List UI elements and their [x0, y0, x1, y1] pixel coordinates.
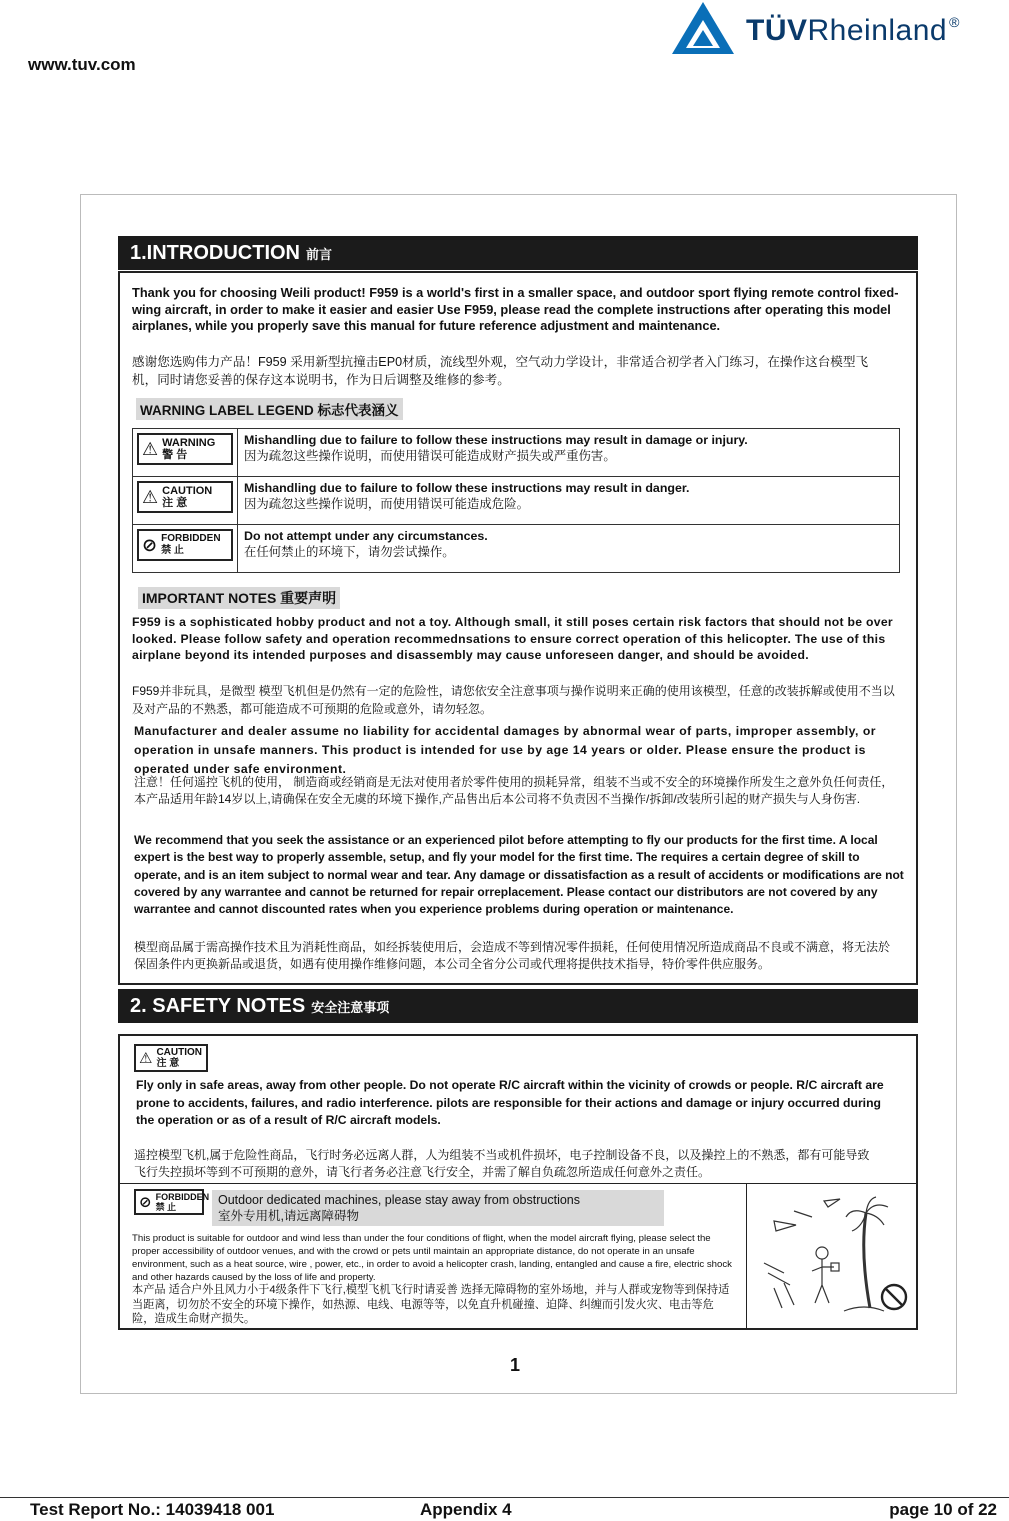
intro-heading-en: 1.INTRODUCTION — [130, 242, 300, 264]
outdoor-title-en: Outdoor dedicated machines, please stay away from obstructions — [218, 1193, 580, 1207]
outdoor-vertical-divider — [746, 1183, 747, 1328]
caution-sign — [137, 481, 233, 513]
safety-caution-en: CAUTION — [156, 1047, 203, 1058]
caution-desc-en: Mishandling due to failure to follow these instructions may result in danger. — [244, 481, 690, 495]
forbidden-desc-cell — [238, 525, 900, 573]
caution-desc-cell — [238, 477, 900, 525]
safety-heading-cn: 安全注意事项 — [311, 1000, 390, 1015]
footer-page: page 10 of 22 — [889, 1500, 997, 1519]
legend-tag: WARNING LABEL LEGEND 标志代表涵义 — [136, 398, 403, 420]
forbidden-sign — [137, 529, 233, 561]
outdoor-section — [132, 1183, 918, 1328]
notes-paragraph-3: Manufacturer and dealer assume no liability for accidental damages by abnormal wear of parts, improper assembly, or operation in unsafe manners. This product is intended for use by age 14 years or older. Please ensure the product is operated under safe environment. — [134, 724, 877, 776]
forbidden-sign-cell — [133, 525, 238, 573]
notes-paragraph-4: 注意！任何遥控飞机的使用， 制造商或经销商是无法对使用者於零件使用的损耗异常，组装不当或不安全的环境操作所发生之意外负任何责任，本产品适用年龄14岁以上,请确保在安全无虞的环境下操作,产品售出后本公司将不负责因不当操作/拆卸/改装所引起的财产损失与人身伤害. — [134, 775, 894, 806]
forbidden-sign-cn: 禁 止 — [161, 545, 184, 556]
notes-paragraph-6: 模型商品属于需高操作技术且为消耗性商品，如经拆装使用后，会造成不等到情况零件损耗，任何使用情况所造成商品不良或不满意，将无法於保固条件内更换新品或退货，如遇有使用操作维修问题，本公司全省分公司或代理将提供技术指导，特价零件供应服务。 — [134, 940, 891, 971]
outdoor-forbidden-en: FORBIDDEN — [155, 1192, 210, 1202]
notes-paragraph-5: We recommend that you seek the assistance or an experienced pilot before attempting to fly our products for the first time. A local expert is the best way to properly assemble, setup, and fly your model for the first time. The requires a certain degree of skill to operate, and is an item subject to normal wear and tear. Any damage or dissatisfaction as a result of accidents or modifications are not covered by any warrantee and cannot be returned for repair orreplacement. Please contact our distributors are not covered by any warrantee and cannot discounted rates when you experience problems during operation or maintenance. — [134, 833, 904, 917]
tuv-logo — [668, 0, 988, 58]
intro-text-en: Thank you for choosing Weili product! F959 is a world's first in a smaller space, and outdoor sport flying remote control fixed-wing aircraft, in order to make it easier and easier Use F959, please read the complete instructions after operating this model airplanes, while you properly save this manual for future reference adjustment and maintenance. — [132, 285, 899, 333]
outdoor-title-cn: 室外专用机,请远离障碍物 — [218, 1209, 359, 1223]
site-url[interactable]: www.tuv.com — [28, 55, 136, 74]
outdoor-callout — [212, 1190, 664, 1226]
footer-rule — [0, 1497, 1009, 1498]
intro-heading — [118, 236, 918, 270]
notes-paragraph-2: F959并非玩具，是微型 模型飞机但是仍然有一定的危险性，请您依安全注意事项与操作说明来正确的使用该模型，任意的改装拆解或使用不当以及对产品的不熟悉，都可能造成不可预期的危险或意外，请勿轻忽。 — [132, 684, 895, 716]
notes-paragraph-1: F959 is a sophisticated hobby product and not a toy. Although small, it still poses certain risk factors that should not be over looked. Please follow safety and operation recommednsations to ensure correct operation of this helicopter. The use of this airplane beyond its intended purposes and disassembly may cause unforeseen danger, and should be avoided. — [132, 615, 893, 662]
caution-sign-cn: 注 意 — [162, 497, 188, 509]
forbidden-desc-en: Do not attempt under any circumstances. — [244, 529, 488, 543]
important-notes-tag: IMPORTANT NOTES 重要声明 — [138, 587, 340, 609]
caution-icon: ⚠ — [142, 487, 159, 507]
warning-sign — [137, 433, 233, 465]
caution-sign-en: CAUTION — [162, 485, 213, 497]
warning-desc-en: Mishandling due to failure to follow these instructions may result in damage or injury. — [244, 433, 748, 447]
outdoor-divider — [118, 1183, 916, 1184]
caution-icon: ⚠ — [139, 1050, 153, 1067]
forbidden-desc-cn: 在任何禁止的环境下，请勿尝试操作。 — [244, 545, 455, 559]
no-flying-icon — [880, 1283, 908, 1311]
warning-sign-cell — [133, 429, 238, 477]
safety-heading-en: 2. SAFETY NOTES — [130, 995, 306, 1017]
intro-heading-cn: 前言 — [306, 247, 333, 262]
caution-desc-cn: 因为疏忽这些操作说明，而使用错误可能造成危险。 — [244, 497, 529, 511]
warning-label-table — [132, 428, 900, 573]
safety-caution-sign — [134, 1044, 208, 1072]
intro-text-cn: 感谢您选购伟力产品！F959 采用新型抗撞击EP0材质，流线型外观，空气动力学设计，非常适合初学者入门练习，在操作这台模型飞机，同时请您妥善的保存这本说明书，作为日后调整及维修的参考。 — [132, 355, 869, 387]
warning-sign-cn: 警 告 — [162, 449, 188, 461]
footer-report-number: Test Report No.: 14039418 001 — [30, 1500, 275, 1519]
brand-suffix: Rheinland — [807, 14, 948, 47]
outdoor-forbidden-cn: 禁 止 — [155, 1202, 177, 1212]
safety-text-en: Fly only in safe areas, away from other people. Do not operate R/C aircraft within the vicinity of crowds or people. R/C aircraft are prone to accidents, failures, and radio interference. pilots are responsible for their actions and damage or injury occurred during the operation or as of a result of R/C aircraft models. — [136, 1078, 884, 1127]
warning-icon: ⚠ — [142, 439, 159, 459]
brand-name — [746, 14, 960, 48]
safety-caution-cn: 注 意 — [156, 1058, 180, 1069]
label-row-warning — [133, 429, 900, 477]
warning-sign-en: WARNING — [162, 437, 216, 449]
footer-appendix: Appendix 4 — [420, 1500, 512, 1519]
caution-sign-cell — [133, 477, 238, 525]
warning-desc-cn: 因为疏忽这些操作说明，而使用错误可能造成财产损失或严重伤害。 — [244, 449, 616, 463]
registered-mark: ® — [949, 14, 960, 30]
forbidden-icon: ⊘ — [139, 1194, 152, 1211]
brand-prefix: TÜV — [746, 14, 808, 47]
safety-heading — [118, 989, 918, 1023]
triangle-logo-icon — [668, 0, 738, 58]
forbidden-sign-en: FORBIDDEN — [161, 533, 221, 544]
label-row-forbidden — [133, 525, 900, 573]
page-number: 1 — [510, 1355, 521, 1375]
label-row-caution — [133, 477, 900, 525]
safety-text-cn: 遥控模型飞机,属于危险性商品，飞行时务必远离人群，人为组装不当或机件损坏，电子控制设备不良，以及操控上的不熟悉，都有可能导致飞行失控损坏等到不可预期的意外，请飞行者务必注意飞行安全，并需了解自负疏忽所造成任何意外之责任。 — [134, 1148, 870, 1179]
outdoor-forbidden-sign — [134, 1189, 210, 1215]
forbidden-icon: ⊘ — [142, 535, 158, 555]
outdoor-body-cn: 本产品 适合户外且风力小于4级条件下飞行,模型飞机飞行时请妥善 选择无障碍物的室外场地，并与人群或宠物等到保持适当距离，切勿於不安全的环境下操作，如热源、电线、电源等等，以免直升机碰撞、迫降、纠缠而引发火灾、电击等危险，造成生命财产损失。 — [132, 1284, 730, 1325]
outdoor-body-en: This product is suitable for outdoor and wind less than under the four conditions of flight, when the model aircraft flying, please select the proper accessibility of outdoor venues, and with the crowd or pets until maintain an appropriate distance, do not operate in an unsafe environment, such as a heat source, wire , power, etc., in order to avoid a helicopter crash, landing, entangled and cause a fire, electric shock and other hazards caused by the loss of life and property. — [132, 1233, 732, 1283]
warning-desc-cell — [238, 429, 900, 477]
